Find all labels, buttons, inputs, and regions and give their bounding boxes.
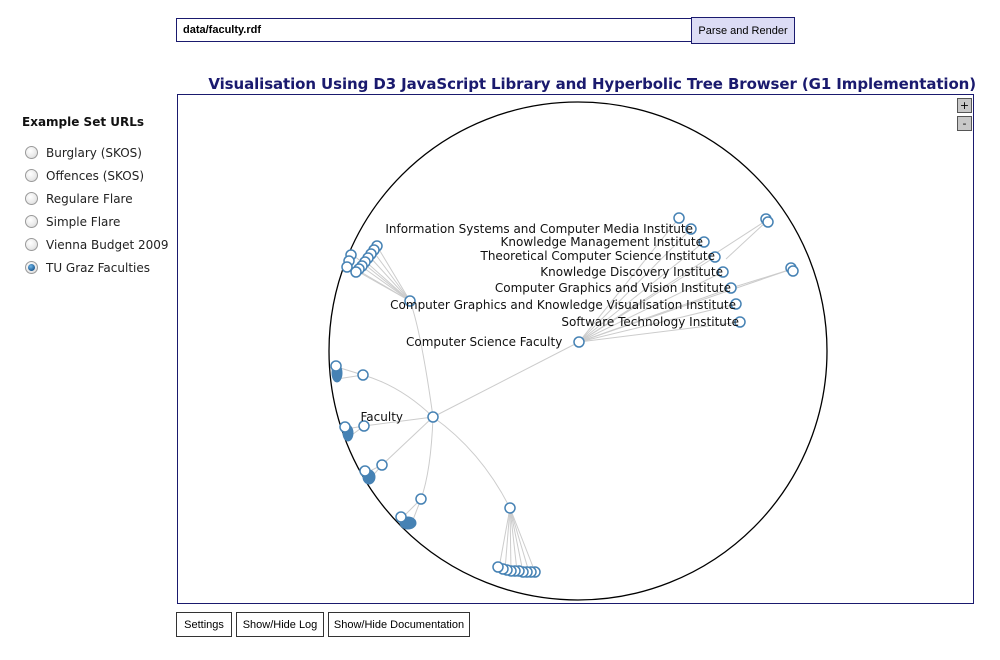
- label-institute: Theoretical Computer Science Institute: [480, 249, 715, 263]
- label-institute: Computer Graphics and Vision Institute: [494, 281, 731, 295]
- visualisation-canvas[interactable]: [177, 94, 974, 604]
- radio-label: Regulare Flare: [46, 191, 133, 206]
- label-institute: Computer Graphics and Knowledge Visualisation Institute: [390, 298, 736, 312]
- label-institute: Knowledge Management Institute: [500, 235, 703, 249]
- settings-button[interactable]: Settings: [176, 612, 232, 637]
- radio-label: TU Graz Faculties: [46, 260, 150, 275]
- node[interactable]: [358, 370, 368, 380]
- page-title: Visualisation Using D3 JavaScript Library and Hyperbolic Tree Browser (G1 Implementation): [208, 75, 976, 93]
- radio-button[interactable]: [25, 146, 38, 159]
- radio-button[interactable]: [25, 215, 38, 228]
- example-set-list: [25, 141, 169, 279]
- radio-button[interactable]: [25, 169, 38, 182]
- radio-label: Offences (SKOS): [46, 168, 145, 183]
- radio-button-selected[interactable]: [25, 261, 38, 274]
- label-institute: Software Technology Institute: [561, 315, 739, 329]
- radio-burglary[interactable]: [25, 141, 169, 164]
- show-hide-log-button[interactable]: Show/Hide Log: [236, 612, 324, 637]
- radio-offences[interactable]: [25, 164, 169, 187]
- node[interactable]: [416, 494, 426, 504]
- label-institute: Information Systems and Computer Media Institute: [385, 222, 693, 236]
- label-computer-science: Computer Science Faculty: [406, 335, 563, 349]
- radio-simple-flare[interactable]: [25, 210, 169, 233]
- zoom-in-button[interactable]: +: [957, 98, 972, 113]
- radio-tu-graz[interactable]: [25, 256, 169, 279]
- node[interactable]: [505, 503, 515, 513]
- parse-and-render-button[interactable]: Parse and Render: [691, 17, 795, 44]
- node[interactable]: [377, 460, 387, 470]
- url-input[interactable]: data/faculty.rdf: [176, 18, 692, 42]
- zoom-out-button[interactable]: -: [957, 116, 972, 131]
- hyperbolic-tree[interactable]: [178, 95, 974, 604]
- tree-labels: [361, 222, 740, 424]
- radio-button[interactable]: [25, 238, 38, 251]
- show-hide-documentation-button[interactable]: Show/Hide Documentation: [328, 612, 470, 637]
- node-computer-science[interactable]: [574, 337, 584, 347]
- radio-label: Vienna Budget 2009: [46, 237, 169, 252]
- example-set-title: Example Set URLs: [22, 115, 145, 129]
- radio-vienna-budget[interactable]: [25, 233, 169, 256]
- radio-label: Simple Flare: [46, 214, 121, 229]
- label-faculty: Faculty: [360, 410, 403, 424]
- radio-label: Burglary (SKOS): [46, 145, 142, 160]
- radio-regulare-flare[interactable]: [25, 187, 169, 210]
- label-institute: Knowledge Discovery Institute: [540, 265, 723, 279]
- radio-button[interactable]: [25, 192, 38, 205]
- node-faculty[interactable]: [428, 412, 438, 422]
